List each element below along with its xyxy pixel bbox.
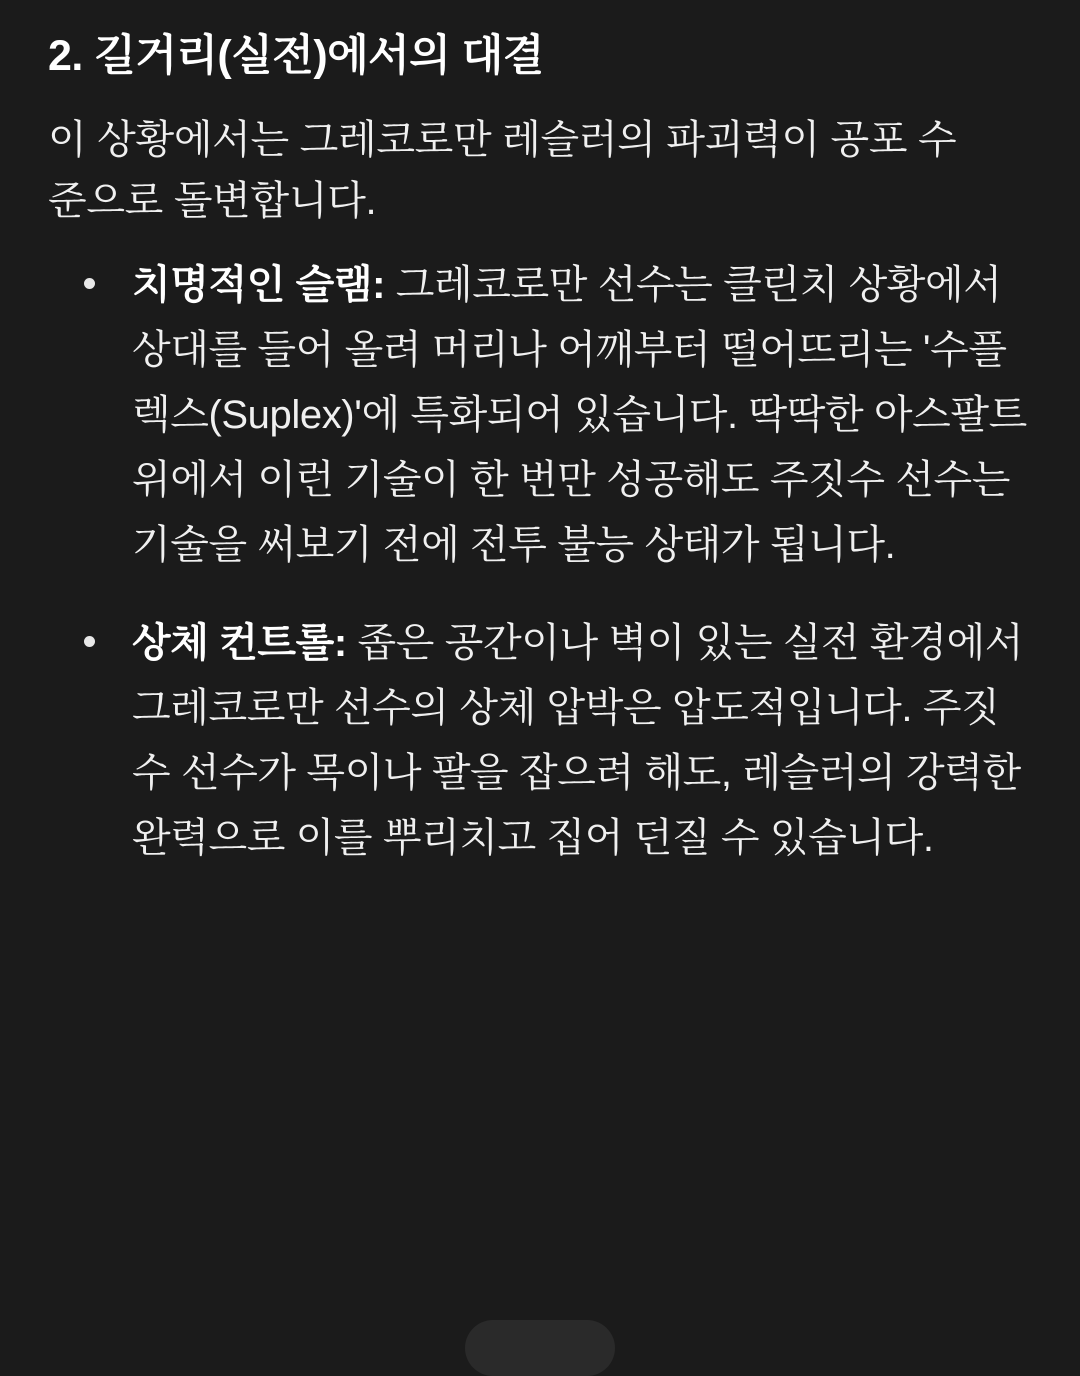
list-item: [48, 253, 1036, 577]
scroll-indicator[interactable]: [465, 1320, 615, 1376]
bullet-dot-icon: [84, 636, 95, 647]
list-item: [48, 611, 1036, 870]
list-item-lead: 치명적인 슬램:: [132, 263, 386, 308]
bullet-list: [48, 253, 1036, 870]
list-item-body: 그레코로만 선수는 클린치 상황에서 상대를 들어 올려 머리나 어깨부터 떨어뜨리는 '수플렉스(Suplex)'에 특화되어 있습니다. 딱딱한 아스팔트 위에서 이런 기술이 한 번만 성공해도 주짓수 선수는 기술을 써보기 전에 전투 불능 상태가 됩니다.: [132, 263, 1027, 567]
page-title: 2. 길거리(실전)에서의 대결: [48, 32, 544, 80]
list-item-body: 좁은 공간이나 벽이 있는 실전 환경에서 그레코로만 선수의 상체 압박은 압도적입니다. 주짓수 선수가 목이나 팔을 잡으려 해도, 레슬러의 강력한 완력으로 이를 뿌리치고 집어 던질 수 있습니다.: [132, 621, 1023, 860]
list-item-lead: 상체 컨트롤:: [132, 621, 347, 666]
bullet-dot-icon: [84, 278, 95, 289]
intro-paragraph: 이 상황에서는 그레코로만 레슬러의 파괴력이 공포 수준으로 돌변합니다.: [48, 117, 957, 223]
